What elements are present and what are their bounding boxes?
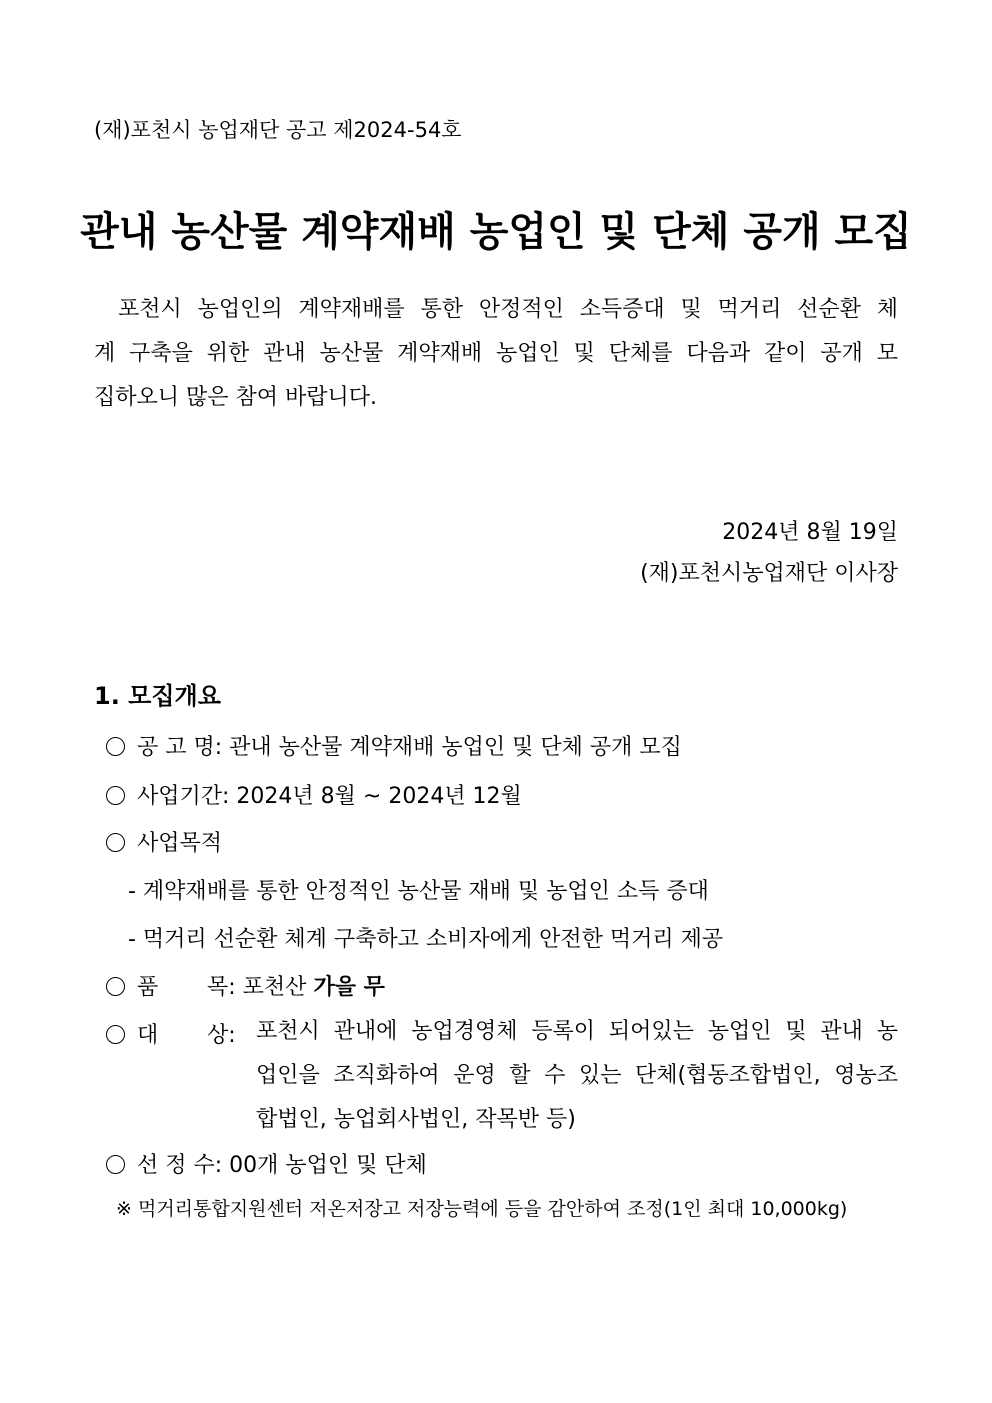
intro-line: 집하오니 많은 참여 바랍니다.: [94, 385, 377, 410]
item-label: 사업목적: [137, 831, 223, 856]
item-target: [106, 1018, 236, 1049]
item-label-first: 품: [137, 975, 159, 1000]
issuer: (재)포천시농업재단 이사장: [640, 561, 898, 586]
target-line: 업인을 조직화하여 운영 할 수 있는 단체(협동조합법인, 영농조: [256, 1063, 898, 1088]
intro-line: 포천시 농업인의 계약재배를 통한 안정적인 소득증대 및 먹거리 선순환 체: [118, 297, 898, 322]
intro-line: 계 구축을 위한 관내 농산물 계약재배 농업인 및 단체를 다음과 같이 공개 모: [94, 341, 898, 366]
page-title: 관내 농산물 계약재배 농업인 및 단체 공개 모집: [80, 209, 912, 255]
item-value-emphasis: 가을 무: [313, 975, 385, 1000]
circle-bullet-icon: [106, 833, 125, 852]
purpose-sub-item: - 계약재배를 통한 안정적인 농산물 재배 및 농업인 소득 증대: [128, 879, 709, 904]
section-heading: 1. 모집개요: [94, 682, 221, 710]
item-label-second: 상:: [207, 1023, 236, 1048]
intro-paragraph: [94, 288, 898, 420]
target-line: 포천시 관내에 농업경영체 등록이 되어있는 농업인 및 관내 농: [256, 1019, 898, 1044]
item-label-second: 목:: [207, 975, 236, 1000]
item-notice-name: [106, 730, 682, 761]
item-label: 공 고 명:: [137, 735, 223, 760]
target-line: 합법인, 농업회사법인, 작목반 등): [256, 1107, 576, 1132]
circle-bullet-icon: [106, 977, 125, 996]
item-label-first: 대: [137, 1023, 159, 1048]
item-purpose: [106, 826, 222, 857]
item-value: 관내 농산물 계약재배 농업인 및 단체 공개 모집: [229, 735, 682, 760]
target-description: [256, 1010, 898, 1142]
item-selection-count: [106, 1148, 427, 1179]
item-period: [106, 779, 522, 810]
item-label: 사업기간:: [137, 784, 230, 809]
circle-bullet-icon: [106, 1155, 125, 1174]
item-label: 선 정 수:: [137, 1153, 223, 1178]
item-value: 2024년 8월 ~ 2024년 12월: [236, 784, 522, 809]
circle-bullet-icon: [106, 1025, 125, 1044]
item-product: [106, 970, 385, 1001]
purpose-sub-item: - 먹거리 선순환 체계 구축하고 소비자에게 안전한 먹거리 제공: [128, 927, 724, 952]
item-value: 00개 농업인 및 단체: [229, 1153, 427, 1178]
item-value: 포천산: [242, 975, 307, 1000]
footnote: ※ 먹거리통합지원센터 저온저장고 저장능력에 등을 감안하여 조정(1인 최대 10,000kg): [116, 1198, 848, 1220]
notice-number: (재)포천시 농업재단 공고 제2024-54호: [94, 118, 462, 142]
circle-bullet-icon: [106, 737, 125, 756]
notice-date: 2024년 8월 19일: [722, 520, 898, 545]
circle-bullet-icon: [106, 786, 125, 805]
